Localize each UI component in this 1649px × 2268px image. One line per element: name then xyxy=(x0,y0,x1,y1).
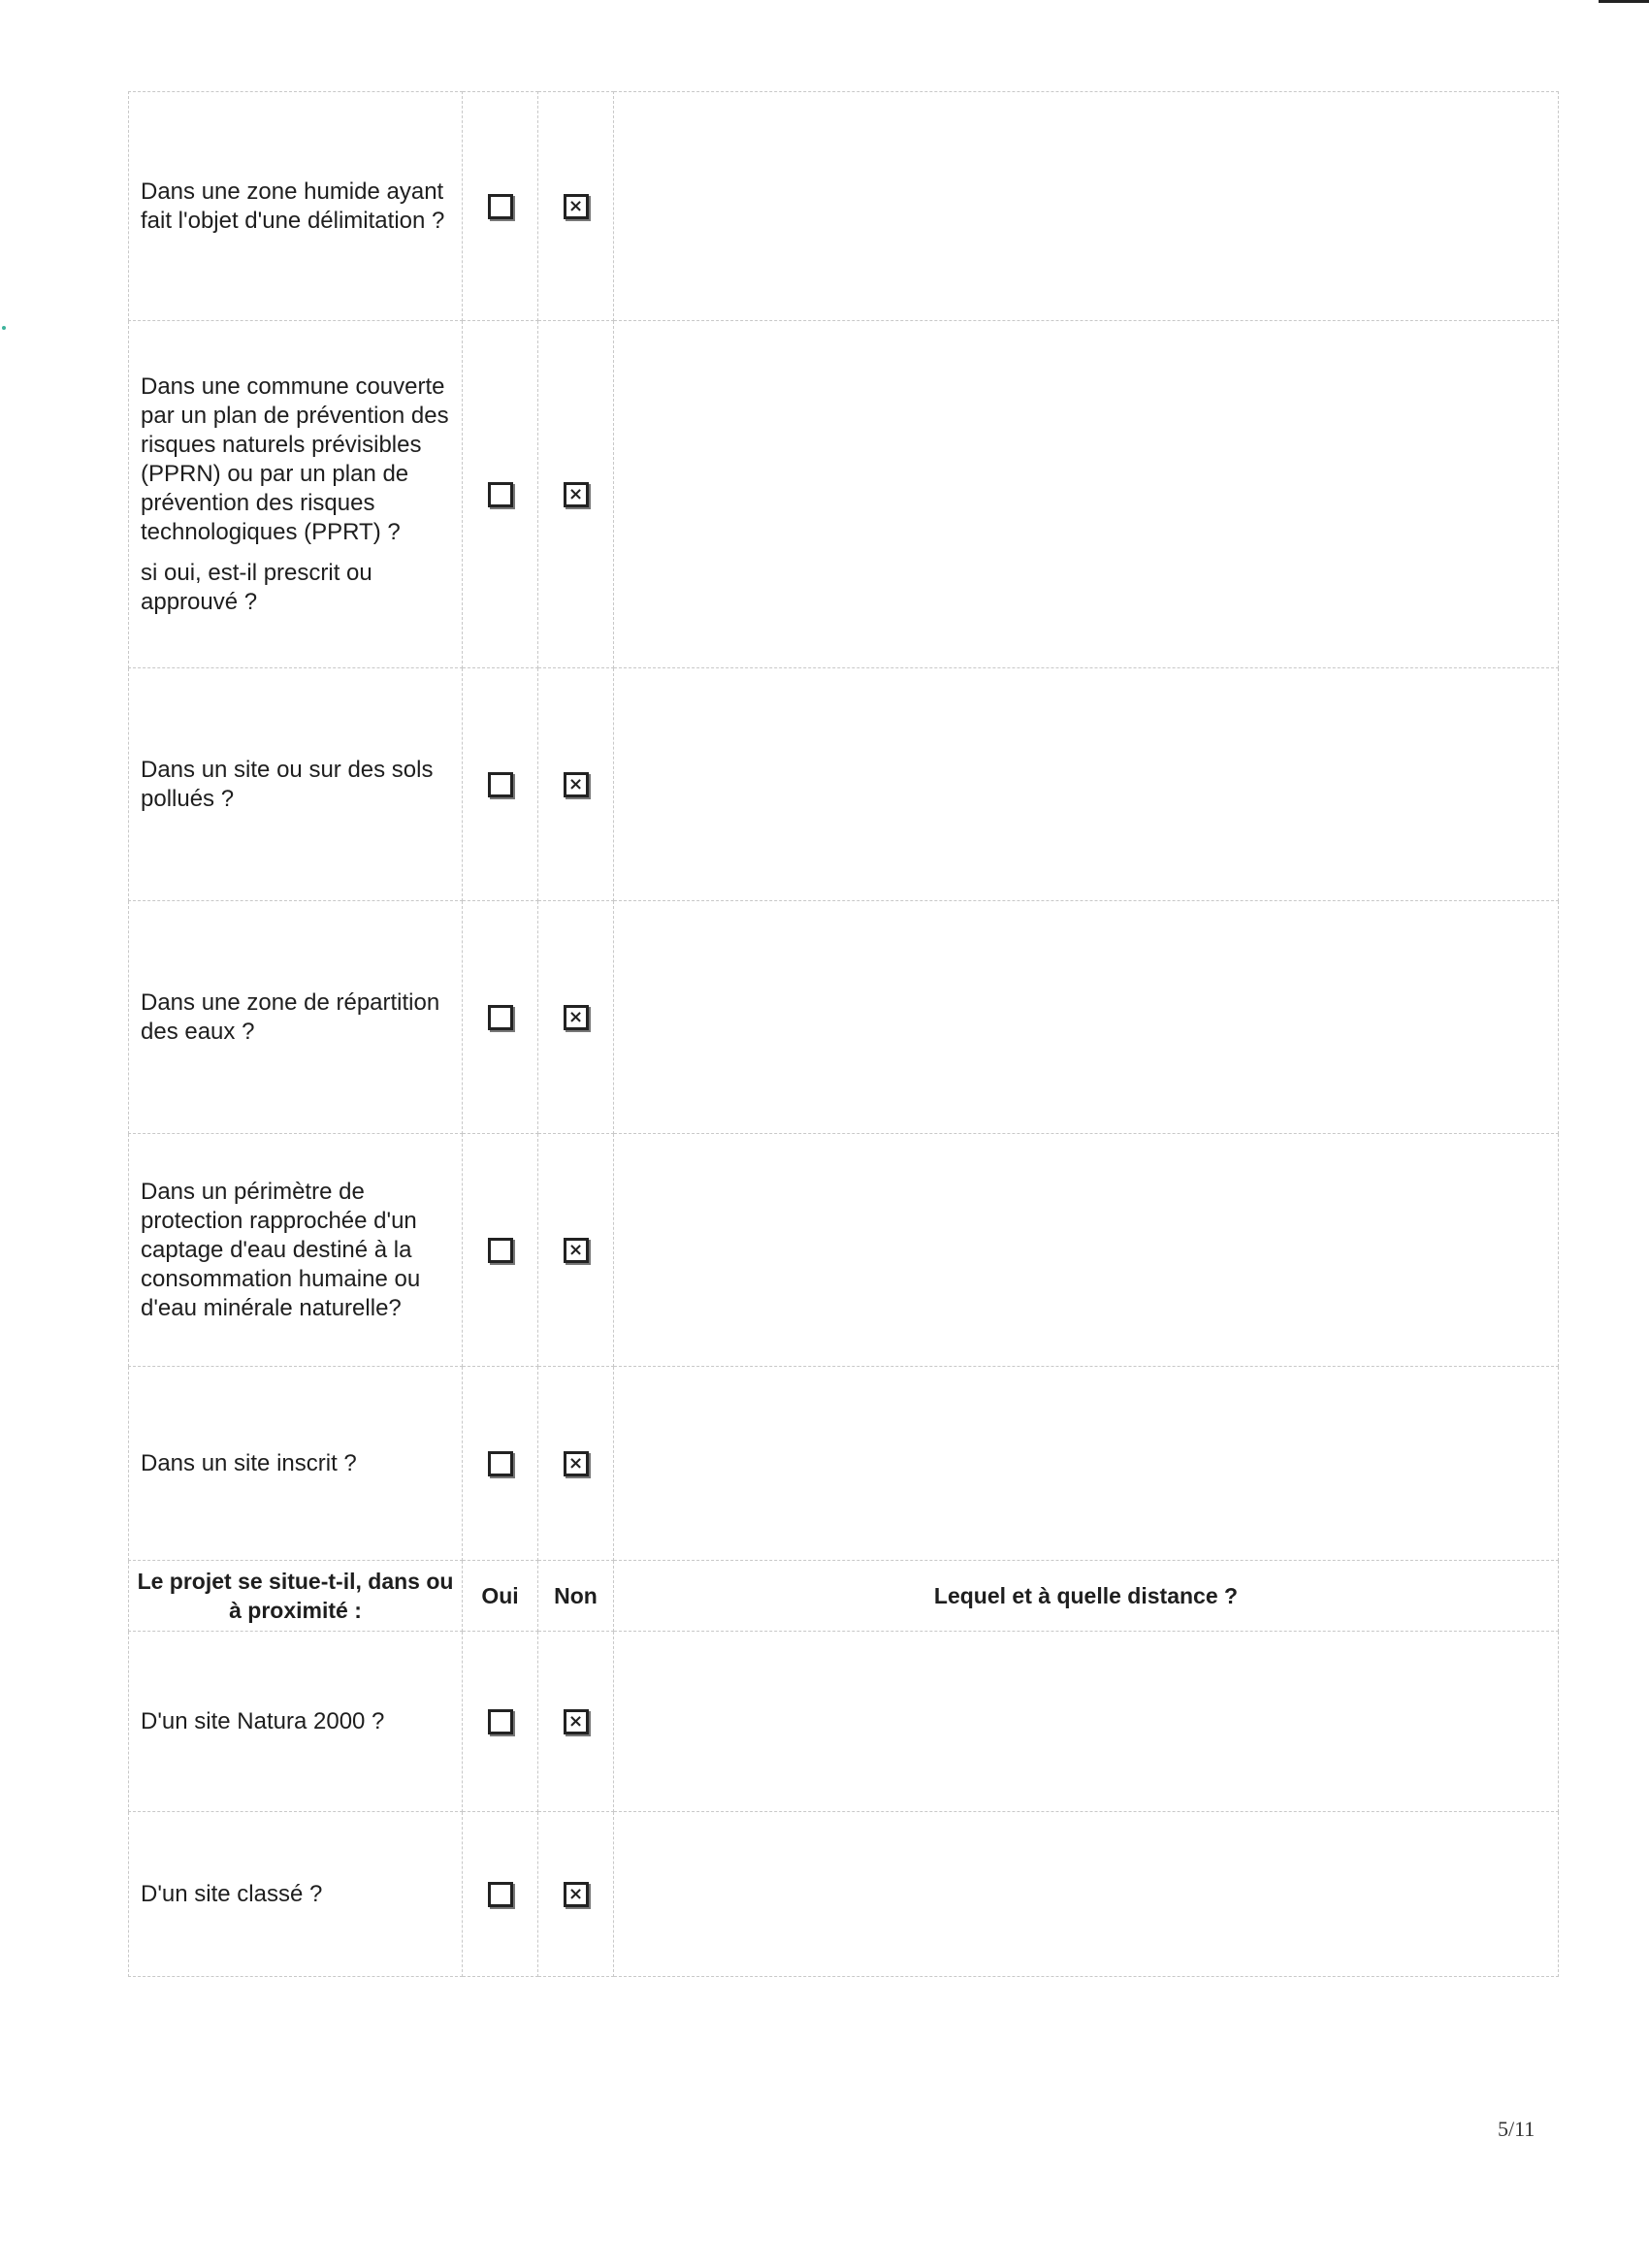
non-checkbox[interactable]: × xyxy=(564,194,589,219)
answer-cell[interactable] xyxy=(614,1134,1559,1367)
table-row xyxy=(129,1632,1559,1812)
question-cell xyxy=(129,321,463,668)
non-cell xyxy=(538,1812,614,1977)
question-text xyxy=(129,373,462,617)
header-non: Non xyxy=(538,1561,614,1632)
table-row xyxy=(129,901,1559,1134)
table-row xyxy=(129,1367,1559,1561)
question-cell xyxy=(129,92,463,321)
answer-cell[interactable] xyxy=(614,1812,1559,1977)
answer-cell[interactable] xyxy=(614,668,1559,901)
answer-cell[interactable] xyxy=(614,901,1559,1134)
oui-checkbox[interactable] xyxy=(488,1882,513,1907)
non-checkbox[interactable]: × xyxy=(564,1238,589,1263)
header-answer: Lequel et à quelle distance ? xyxy=(614,1561,1559,1632)
oui-cell xyxy=(463,1134,538,1367)
non-checkbox[interactable]: × xyxy=(564,772,589,797)
answer-cell[interactable] xyxy=(614,92,1559,321)
non-cell xyxy=(538,1367,614,1561)
question-cell xyxy=(129,1367,463,1561)
oui-cell xyxy=(463,1632,538,1812)
non-cell xyxy=(538,901,614,1134)
non-checkbox[interactable]: × xyxy=(564,1709,589,1734)
header-question: Le projet se situe-t-il, dans ou à proximité : xyxy=(137,1569,454,1623)
section-header-row xyxy=(129,1561,1559,1632)
question-cell xyxy=(129,668,463,901)
non-cell xyxy=(538,321,614,668)
question-sub: si oui, est-il prescrit ou approuvé ? xyxy=(141,559,372,615)
answer-cell[interactable] xyxy=(614,1632,1559,1812)
table-row xyxy=(129,321,1559,668)
question-cell xyxy=(129,1134,463,1367)
non-checkbox[interactable]: × xyxy=(564,1451,589,1476)
question-cell xyxy=(129,1632,463,1812)
header-oui: Oui xyxy=(463,1561,538,1632)
table-row xyxy=(129,1812,1559,1977)
environment-questionnaire-table xyxy=(128,91,1559,1977)
question-text: D'un site classé ? xyxy=(141,1880,323,1907)
non-checkbox[interactable]: × xyxy=(564,1882,589,1907)
question-text: Dans une zone humide ayant fait l'objet d'une délimitation ? xyxy=(141,178,445,234)
question-text: D'un site Natura 2000 ? xyxy=(141,1707,385,1734)
question-main: Dans une commune couverte par un plan de prévention des risques naturels prévisibles (PPRN) ou par un plan de prévention des risques technologiques (PPRT) ? xyxy=(141,373,449,545)
table-row xyxy=(129,668,1559,901)
oui-checkbox[interactable] xyxy=(488,1709,513,1734)
non-checkbox[interactable]: × xyxy=(564,1005,589,1030)
header-question-cell xyxy=(129,1561,463,1632)
non-cell xyxy=(538,92,614,321)
oui-cell xyxy=(463,668,538,901)
scan-corner-mark xyxy=(1599,0,1649,3)
oui-cell xyxy=(463,92,538,321)
answer-cell[interactable] xyxy=(614,321,1559,668)
non-cell xyxy=(538,1632,614,1812)
question-text: Dans un site inscrit ? xyxy=(141,1449,357,1476)
question-text: Dans un site ou sur des sols pollués ? xyxy=(141,756,434,812)
page-number: 5/11 xyxy=(1498,2117,1536,2141)
oui-checkbox[interactable] xyxy=(488,194,513,219)
non-cell xyxy=(538,668,614,901)
oui-checkbox[interactable] xyxy=(488,482,513,507)
answer-cell[interactable] xyxy=(614,1367,1559,1561)
table-row xyxy=(129,92,1559,321)
question-cell xyxy=(129,1812,463,1977)
non-cell xyxy=(538,1134,614,1367)
oui-cell xyxy=(463,321,538,668)
oui-checkbox[interactable] xyxy=(488,1451,513,1476)
question-text: Dans un périmètre de protection rapprochée d'un captage d'eau destiné à la consommation humaine ou d'eau minérale naturelle? xyxy=(141,1178,421,1321)
oui-checkbox[interactable] xyxy=(488,1238,513,1263)
scan-speck xyxy=(2,326,6,330)
question-text: Dans une zone de répartition des eaux ? xyxy=(141,988,440,1045)
oui-cell xyxy=(463,1812,538,1977)
oui-checkbox[interactable] xyxy=(488,772,513,797)
oui-checkbox[interactable] xyxy=(488,1005,513,1030)
question-cell xyxy=(129,901,463,1134)
table-row xyxy=(129,1134,1559,1367)
non-checkbox[interactable]: × xyxy=(564,482,589,507)
oui-cell xyxy=(463,1367,538,1561)
oui-cell xyxy=(463,901,538,1134)
